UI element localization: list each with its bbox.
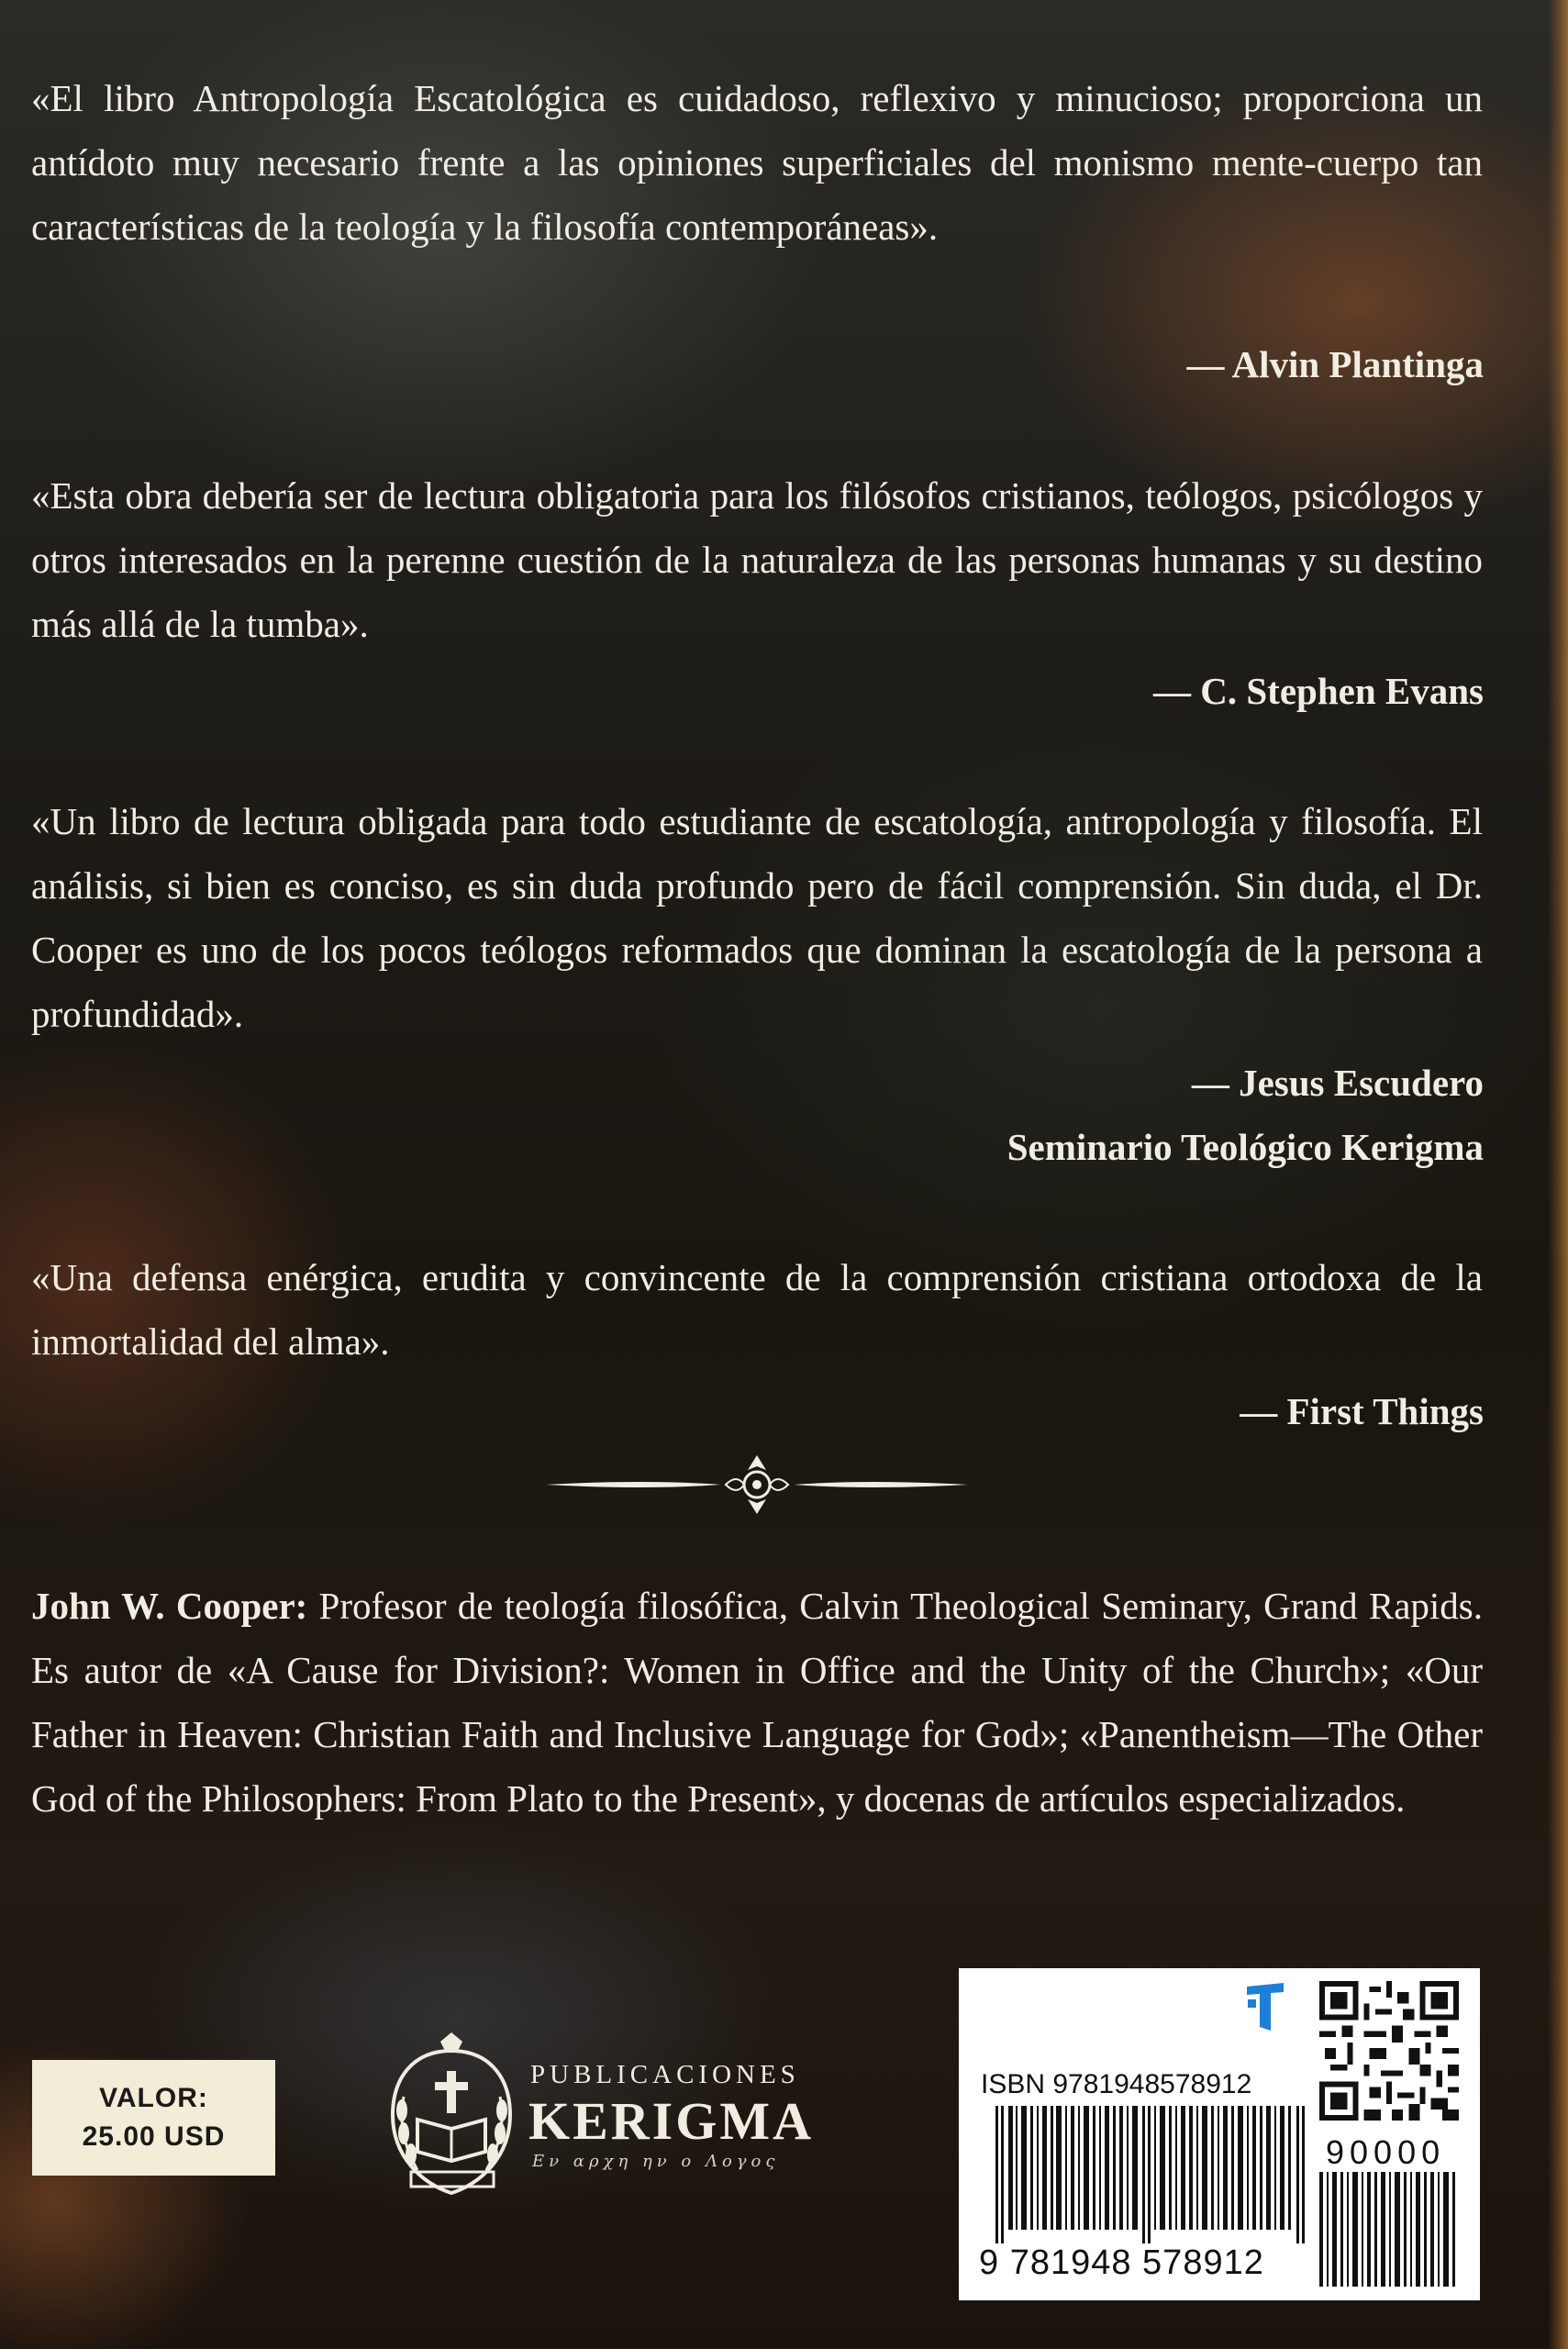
- spine-edge: [1548, 0, 1568, 2349]
- price-barcode-icon: [1319, 2172, 1457, 2287]
- author-bio-name: John W. Cooper:: [31, 1585, 308, 1627]
- quote-2-author: — C. Stephen Evans: [1153, 670, 1484, 712]
- publisher-line1: PUBLICACIONES: [530, 2060, 800, 2089]
- price-label: VALOR:: [99, 2083, 208, 2113]
- quote-3-affiliation: Seminario Teológico Kerigma: [1006, 1126, 1484, 1168]
- ornament-divider-icon: [537, 1448, 977, 1521]
- publisher-line2: KERIGMA: [528, 2091, 814, 2151]
- barcode-icon: [995, 2106, 1307, 2243]
- barcode-card: [959, 1968, 1480, 2300]
- author-bio-text: Profesor de teología filosófica, Calvin Theological Seminary, Grand Rapids. Es autor de «A Cause for Division?: Women in Office and the Unity of the Church»; «Our Father in Heaven: Christian Faith and Inclusive Language for God»; «Panentheism—The Other God of the Philosophers: From Plato to the Present», y docenas de artículos especializados.: [31, 1585, 1484, 1820]
- t-logo-icon: [1245, 1981, 1285, 2032]
- quote-1-text: «El libro Antropología Escatológica es cuidadoso, reflexivo y minucioso; proporciona un antídoto muy necesario frente a las opiniones superficiales del monismo mente-cuerpo tan características de la teología y la filosofía contemporáneas».: [31, 77, 1483, 248]
- qr-code-icon: [1319, 1981, 1459, 2121]
- quote-3-text: «Un libro de lectura obligada para todo estudiante de escatología, antropología y filosofía. El análisis, si bien es conciso, es sin duda profundo pero de fácil comprensión. Sin duda, el Dr. Cooper es uno de los pocos teólogos reformados que dominan la escatología de la persona a profundidad».: [31, 800, 1483, 1035]
- quote-4-author: — First Things: [1240, 1390, 1484, 1432]
- price-code: 90000: [1326, 2133, 1446, 2171]
- quote-1-author: — Alvin Plantinga: [1186, 343, 1484, 385]
- isbn-label: ISBN 9781948578912: [981, 2069, 1252, 2099]
- isbn-digits: 9 781948 578912: [979, 2243, 1264, 2282]
- price-value: 25.00 USD: [82, 2121, 226, 2152]
- price-box: [32, 2060, 275, 2176]
- kerigma-emblem-icon: [376, 2032, 528, 2207]
- publisher-motto: Εν αρχη ην ο Λογος: [532, 2152, 780, 2171]
- quote-2-text: «Esta obra debería ser de lectura obligatoria para los filósofos cristianos, teólogos, psicólogos y otros interesados en la perenne cuestión de la naturaleza de las personas humanas y su destino más allá de la tumba».: [31, 474, 1483, 645]
- quote-4-text: «Una defensa enérgica, erudita y convincente de la comprensión cristiana ortodoxa de la inmortalidad del alma».: [31, 1256, 1483, 1363]
- quote-3-author: — Jesus Escudero: [1191, 1062, 1484, 1104]
- author-bio: [31, 1574, 1483, 1831]
